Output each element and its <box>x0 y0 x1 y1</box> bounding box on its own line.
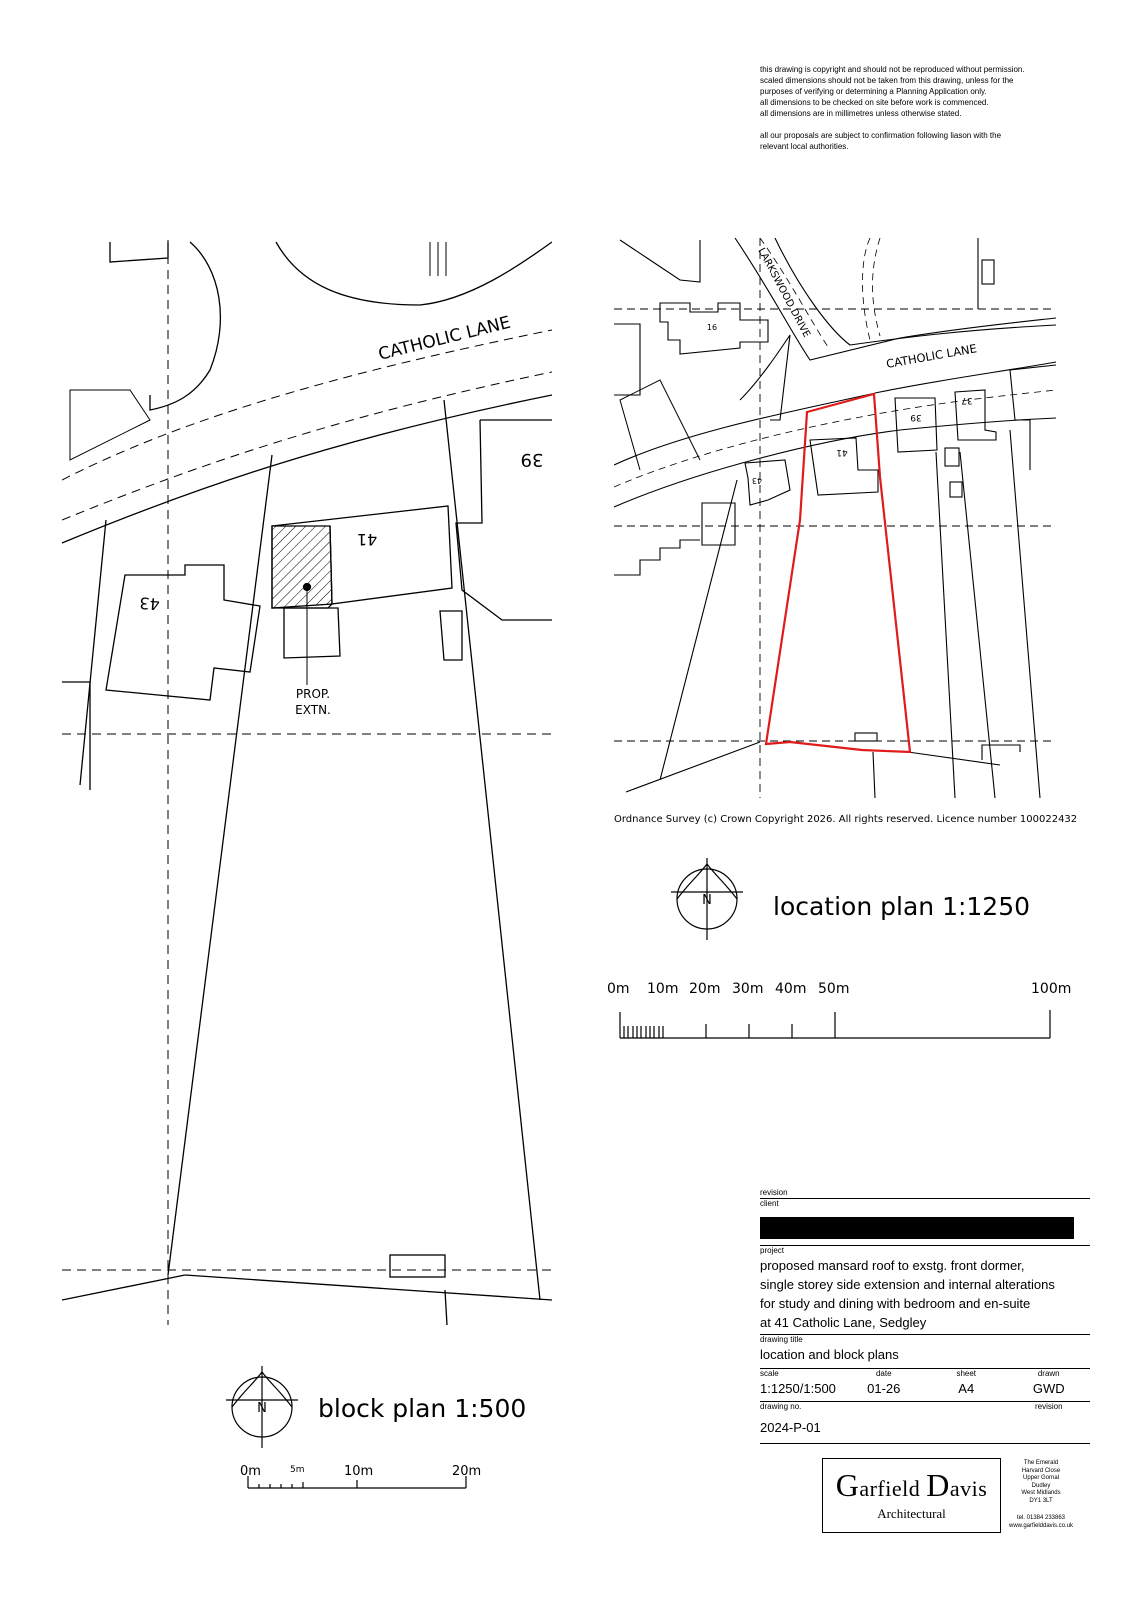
loc-grid-lines <box>614 238 1056 798</box>
note-line: all dimensions to be checked on site before work is commenced. <box>760 98 989 107</box>
sheet-label: sheet <box>956 1369 977 1378</box>
os-copyright: Ordnance Survey (c) Crown Copyright 2026. All rights reserved. Licence number 100022432 <box>614 814 1078 825</box>
project-line: for study and dining with bedroom and en-suite <box>760 1296 1031 1311</box>
location-plan-title: location plan 1:1250 <box>773 892 1031 921</box>
loc-scale-10: 10m <box>647 981 679 997</box>
scale-value: 1:1250/1:500 <box>760 1381 836 1396</box>
block-north-label: N <box>257 1401 267 1416</box>
project-line: proposed mansard roof to exstg. front dormer, <box>760 1258 1025 1273</box>
house-43-outline <box>106 565 260 700</box>
note-line: scaled dimensions should not be taken from this drawing, unless for the <box>760 76 1014 85</box>
block-scale-label-0: 0m <box>240 1464 261 1479</box>
note-line: this drawing is copyright and should not be reproduced without permission. <box>760 65 1025 74</box>
project-label: project <box>760 1246 785 1255</box>
note-line: relevant local authorities. <box>760 142 849 151</box>
date-value: 01-26 <box>867 1381 901 1396</box>
proposed-extension-hatch <box>272 526 332 608</box>
block-scale-label-20: 20m <box>452 1464 482 1479</box>
block-house-39-label: 39 <box>520 449 544 470</box>
loc-house-41: 41 <box>836 447 848 457</box>
loc-scale-100: 100m <box>1031 981 1072 997</box>
logo-g: G <box>835 1467 860 1503</box>
address-web: www.garfielddavis.co.uk <box>1008 1522 1074 1529</box>
revision2-label: revision <box>1034 1402 1063 1411</box>
title-block <box>760 1188 1090 1444</box>
block-road-label: CATHOLIC LANE <box>376 312 513 365</box>
scale-label: scale <box>760 1369 779 1378</box>
loc-house-43: 43 <box>751 476 763 485</box>
sheet-value: A4 <box>958 1381 975 1396</box>
client-redacted <box>760 1217 1074 1239</box>
grid-lines <box>62 240 552 1325</box>
project-line: single storey side extension and internal alterations <box>760 1277 1055 1292</box>
loc-scale-20: 20m <box>689 981 721 997</box>
address-line: Upper Gornal <box>1022 1475 1060 1481</box>
drawing-title-label: drawing title <box>760 1335 803 1344</box>
location-plan <box>614 238 1056 798</box>
loc-scale-bar <box>620 1010 1050 1038</box>
logo-d: D <box>926 1467 950 1503</box>
loc-house-16: 16 <box>706 323 718 332</box>
company-address <box>1003 1460 1079 1530</box>
address-line: Harvard Close <box>1021 1467 1061 1474</box>
shed <box>390 1255 445 1277</box>
logo-avis: avis <box>949 1476 988 1501</box>
address-line: Dudley <box>1031 1482 1051 1489</box>
note-line: all dimensions are in millimetres unless otherwise stated. <box>760 109 962 118</box>
revision-label: revision <box>760 1188 788 1197</box>
logo-sub: Architectural <box>877 1506 946 1521</box>
loc-road-label: CATHOLIC LANE <box>885 341 978 371</box>
project-line: at 41 Catholic Lane, Sedgley <box>760 1315 927 1330</box>
address-line: The Emerald <box>1023 1460 1059 1466</box>
prop-extn-line1: PROP. <box>295 687 331 701</box>
note-line: purposes of verifying or determining a Planning Application only. <box>760 87 987 96</box>
loc-north-label: N <box>702 893 712 908</box>
loc-drive-label: LARKSWOOD DRIVE <box>755 246 812 340</box>
block-house-43-label: 43 <box>138 593 161 614</box>
block-plan-title: block plan 1:500 <box>318 1394 527 1423</box>
block-plan <box>62 240 552 1325</box>
date-label: date <box>875 1369 892 1378</box>
block-scale-label-10: 10m <box>344 1464 374 1479</box>
loc-scale-50: 50m <box>818 981 850 997</box>
catholic-lane-road <box>62 330 552 543</box>
prop-extn-line2: EXTN. <box>295 703 331 717</box>
loc-house-39: 39 <box>910 412 922 422</box>
company-logo <box>822 1458 1001 1533</box>
note-line: all our proposals are subject to confirmation following liason with the <box>760 131 1002 140</box>
loc-scale-40: 40m <box>775 981 807 997</box>
address-line: DY1 3LT <box>1029 1497 1053 1504</box>
loc-scale-30: 30m <box>732 981 764 997</box>
client-label: client <box>760 1199 779 1208</box>
drawing-title: location and block plans <box>760 1347 899 1362</box>
drawn-value: GWD <box>1032 1381 1065 1396</box>
block-scale-label-5: 5m <box>290 1465 305 1475</box>
logo-arfield: arfield <box>859 1476 927 1501</box>
loc-scale-0: 0m <box>607 981 630 997</box>
address-tel: tel. 01384 233863 <box>1016 1515 1066 1521</box>
block-house-41-label: 41 <box>356 530 378 549</box>
drawing-no-value: 2024-P-01 <box>760 1420 821 1435</box>
address-line: West Midlands <box>1021 1490 1061 1496</box>
loc-house-37: 37 <box>961 395 973 405</box>
drawn-label: drawn <box>1037 1369 1060 1378</box>
drawing-no-label: drawing no. <box>760 1402 802 1411</box>
